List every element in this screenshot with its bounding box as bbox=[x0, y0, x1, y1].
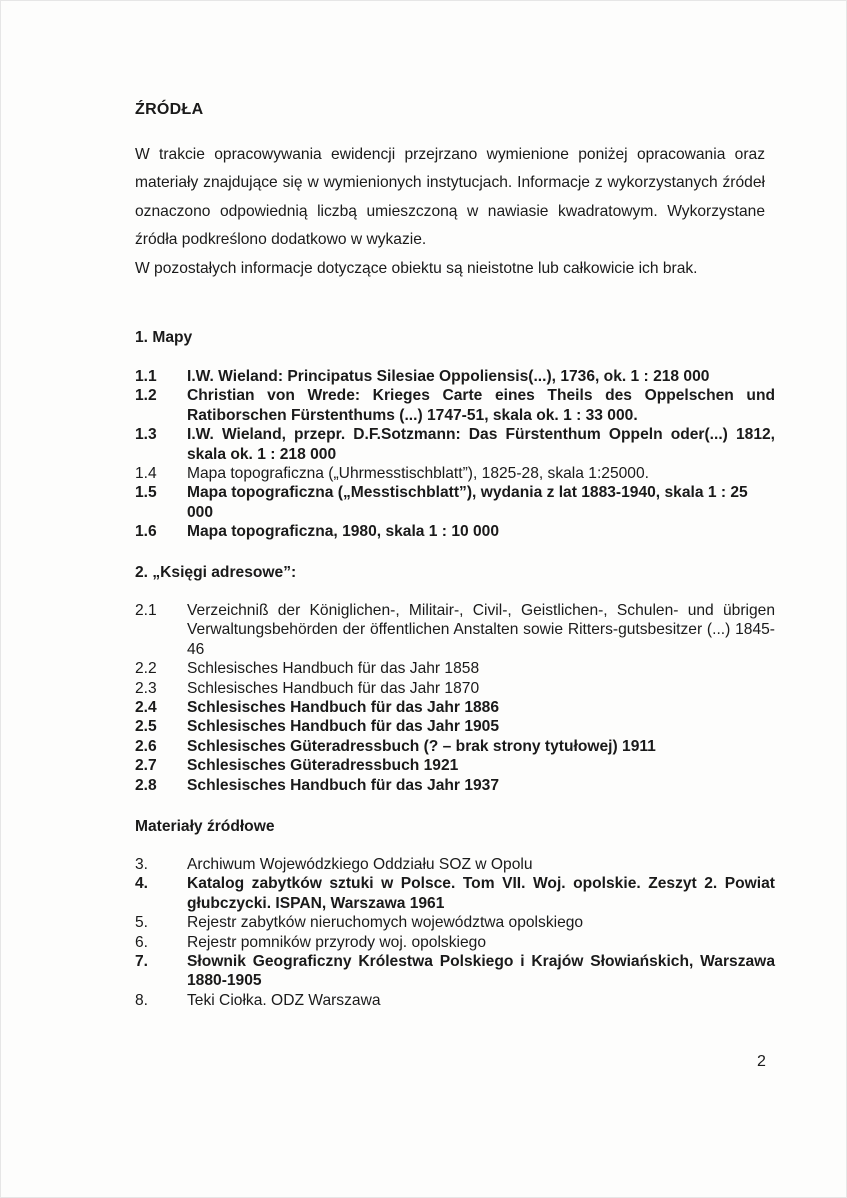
item-text: Christian von Wrede: Krieges Carte eines Theils des Oppelschen und Ratiborschen Fürstenthums (...) 1747-51, skala ok. 1 : 33 000. bbox=[187, 387, 775, 424]
list-item bbox=[135, 522, 775, 541]
list-item bbox=[135, 933, 775, 952]
list-item bbox=[135, 464, 775, 483]
list-item bbox=[135, 737, 775, 756]
item-text: Schlesisches Güteradressbuch (? – brak strony tytułowej) 1911 bbox=[187, 737, 656, 755]
address-books-section-title: 2. „Księgi adresowe”: bbox=[135, 564, 297, 581]
list-item bbox=[135, 776, 775, 795]
list-item bbox=[135, 756, 775, 775]
list-item bbox=[135, 952, 775, 991]
item-number: 7. bbox=[135, 953, 149, 971]
list-item bbox=[135, 698, 775, 717]
list-item bbox=[135, 425, 775, 464]
item-text: Schlesisches Handbuch für das Jahr 1937 bbox=[187, 776, 500, 794]
page-number: 2 bbox=[757, 1053, 766, 1070]
item-number: 1.2 bbox=[135, 387, 157, 405]
list-item bbox=[135, 601, 775, 659]
list-item bbox=[135, 913, 775, 932]
item-text: Schlesisches Güteradressbuch 1921 bbox=[187, 757, 459, 775]
item-text: I.W. Wieland: Principatus Silesiae Oppoliensis(...), 1736, ok. 1 : 218 000 bbox=[187, 368, 710, 385]
item-text: I.W. Wieland, przepr. D.F.Sotzmann: Das Fürstenthum Oppeln oder(...) 1812, skala ok. 1 : 218 000 bbox=[187, 426, 775, 463]
item-text: Schlesisches Handbuch für das Jahr 1905 bbox=[187, 718, 500, 736]
list-item bbox=[135, 386, 775, 425]
item-text: Mapa topograficzna, 1980, skala 1 : 10 000 bbox=[187, 523, 500, 541]
item-number: 2.5 bbox=[135, 718, 157, 736]
materials-section-title: Materiały źródłowe bbox=[135, 818, 275, 835]
list-item bbox=[135, 367, 775, 386]
list-item bbox=[135, 659, 775, 678]
list-item bbox=[135, 991, 775, 1010]
item-number: 2.3 bbox=[135, 679, 157, 697]
item-number: 2.7 bbox=[135, 757, 157, 775]
item-number: 2.8 bbox=[135, 776, 157, 794]
page-heading: ŹRÓDŁA bbox=[135, 101, 204, 118]
item-text: Słownik Geograficzny Królestwa Polskiego i Krajów Słowiańskich, Warszawa 1880-1905 bbox=[187, 953, 775, 990]
list-item bbox=[135, 874, 775, 913]
intro-text bbox=[135, 141, 765, 283]
item-number: 5. bbox=[135, 914, 149, 932]
item-number: 4. bbox=[135, 875, 149, 893]
item-number: 2.1 bbox=[135, 602, 157, 619]
item-number: 2.2 bbox=[135, 660, 157, 678]
item-number: 3. bbox=[135, 856, 149, 873]
intro-paragraph-1: W trakcie opracowywania ewidencji przejrzano wymienione poniżej opracowania oraz materiały znajdujące się w wymienionych instytucjach. Informacje z wykorzystanych źródeł oznaczono odpowiednią liczbą umieszczoną w nawiasie kwadratowym. Wykorzystane źródła podkreślono dodatkowo w wykazie. bbox=[135, 146, 765, 249]
item-text: Mapa topograficzna („Messtischblatt”), wydania z lat 1883-1940, skala 1 : 25 000 bbox=[187, 484, 748, 521]
materials-list bbox=[135, 855, 775, 1010]
item-number: 1.5 bbox=[135, 484, 157, 502]
address-books-list bbox=[135, 601, 775, 795]
list-item bbox=[135, 679, 775, 698]
item-number: 2.6 bbox=[135, 737, 157, 755]
item-text: Verzeichniß der Königlichen-, Militair-, Civil-, Geistlichen-, Schulen- und übrigen Verwaltungsbehörden der öffentlichen Anstalten sowie Ritters-gutsbesitzer (...) 1845-46 bbox=[187, 602, 775, 658]
maps-section-title: 1. Mapy bbox=[135, 329, 193, 346]
item-number: 1.3 bbox=[135, 426, 157, 444]
item-text: Rejestr pomników przyrody woj. opolskiego bbox=[187, 933, 487, 951]
list-item bbox=[135, 717, 775, 736]
item-number: 1.6 bbox=[135, 523, 157, 541]
list-item bbox=[135, 483, 775, 522]
maps-list bbox=[135, 367, 775, 542]
item-text: Schlesisches Handbuch für das Jahr 1886 bbox=[187, 699, 500, 717]
item-number: 6. bbox=[135, 933, 149, 951]
item-text: Schlesisches Handbuch für das Jahr 1858 bbox=[187, 660, 480, 678]
item-text: Mapa topograficzna („Uhrmesstischblatt”), 1825-28, skala 1:25000. bbox=[187, 465, 649, 483]
item-text: Rejestr zabytków nieruchomych województwa opolskiego bbox=[187, 914, 584, 932]
intro-paragraph-2: W pozostałych informacje dotyczące obiektu są nieistotne lub całkowicie ich brak. bbox=[135, 259, 698, 277]
list-item bbox=[135, 855, 775, 874]
item-text: Teki Ciołka. ODZ Warszawa bbox=[187, 991, 381, 1009]
item-number: 1.4 bbox=[135, 465, 157, 483]
item-number: 2.4 bbox=[135, 699, 157, 717]
item-text: Archiwum Wojewódzkiego Oddziału SOZ w Opolu bbox=[187, 856, 533, 873]
item-number: 1.1 bbox=[135, 368, 157, 385]
item-text: Katalog zabytków sztuki w Polsce. Tom VII. Woj. opolskie. Zeszyt 2. Powiat głubczycki. ISPAN, Warszawa 1961 bbox=[187, 875, 775, 912]
item-number: 8. bbox=[135, 991, 149, 1009]
item-text: Schlesisches Handbuch für das Jahr 1870 bbox=[187, 679, 480, 697]
